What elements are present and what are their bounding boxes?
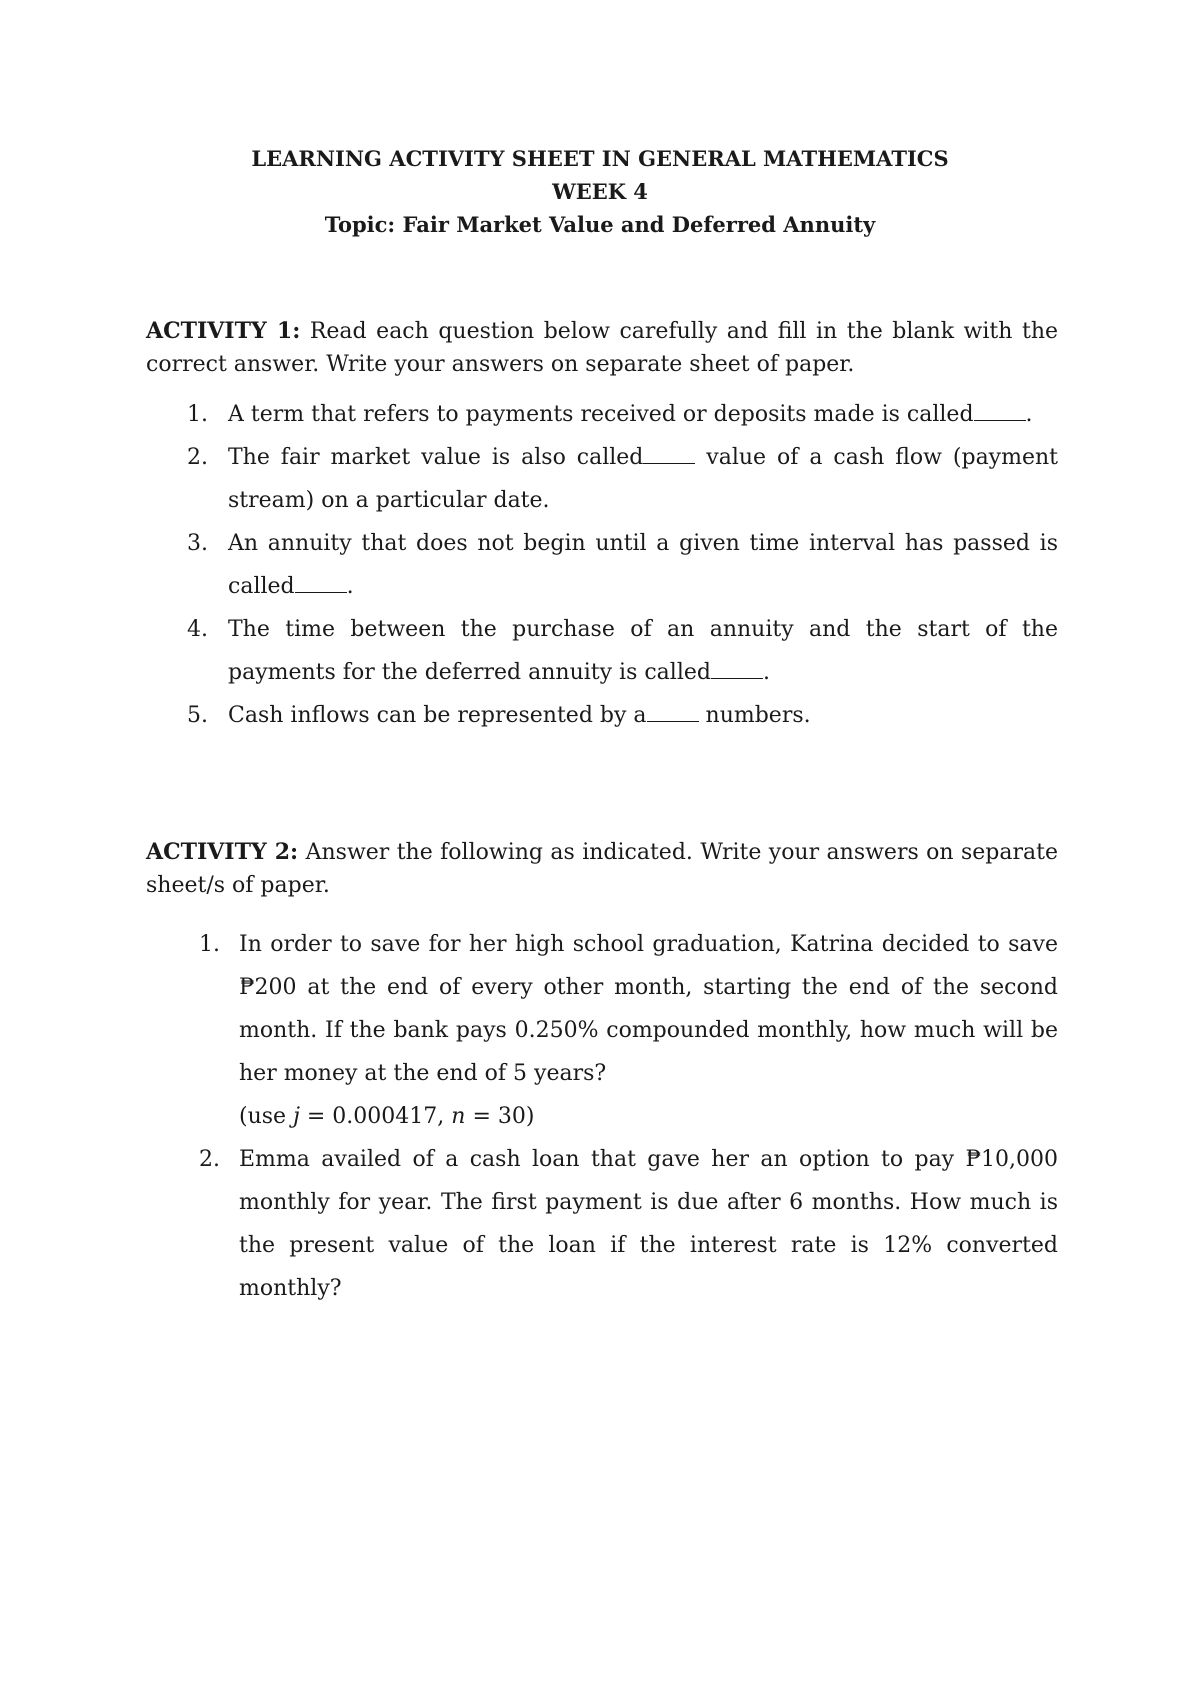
question-number: 1. (187, 402, 208, 427)
answer-blank (974, 402, 1026, 421)
question-item (146, 522, 1058, 608)
question-number: 4. (187, 617, 208, 642)
variable-n: n (451, 1104, 466, 1129)
question-text-end: . (1025, 402, 1033, 427)
problem-number: 2. (199, 1147, 220, 1172)
question-item (146, 608, 1058, 694)
activity-1-label: ACTIVITY 1: (146, 318, 301, 344)
activity-2-problem-list (146, 923, 1058, 1310)
activity-2-instruction (146, 836, 1058, 902)
question-number: 2. (187, 445, 208, 470)
question-item (146, 436, 1058, 522)
sheet-title: LEARNING ACTIVITY SHEET IN GENERAL MATHEMATICS (251, 146, 949, 171)
activity-1-instruction-text: Read each question below carefully and fill in the blank with the correct answer. Write your answers on separate sheet of paper. (146, 319, 1059, 377)
problem-item (146, 923, 1058, 1138)
question-text-end: . (762, 660, 770, 685)
activity-1-instruction (146, 315, 1058, 381)
question-text: Cash inflows can be represented by a (228, 703, 647, 728)
problem-item (146, 1138, 1058, 1310)
problem-hint: (use j = 0.000417, n = 30) (239, 1104, 535, 1129)
answer-blank (295, 574, 347, 593)
question-text: The fair market value is also called (228, 445, 644, 470)
question-text-end: numbers. (698, 703, 811, 728)
activity-1-section (146, 315, 1058, 737)
question-text: A term that refers to payments received or deposits made is called (228, 402, 974, 427)
question-text-end: . (346, 574, 354, 599)
activity-2-section (146, 836, 1058, 1310)
answer-blank (643, 445, 695, 464)
variable-j: j (293, 1104, 300, 1129)
activity-1-question-list (146, 393, 1058, 737)
activity-2-label: ACTIVITY 2: (146, 839, 299, 865)
topic-label: Topic: Fair Market Value and Deferred Annuity (324, 212, 876, 237)
question-text: An annuity that does not begin until a given time interval has passed is called (228, 531, 1058, 599)
answer-blank (711, 660, 763, 679)
question-number: 5. (187, 703, 208, 728)
activity-2-instruction-text: Answer the following as indicated. Write your answers on separate sheet/s of paper. (146, 840, 1058, 898)
problem-number: 1. (199, 932, 220, 957)
week-label: WEEK 4 (552, 179, 648, 204)
question-text-end: value of a cash flow (payment stream) on a particular date. (228, 445, 1059, 513)
worksheet-header (0, 142, 1200, 241)
question-text: The time between the purchase of an annuity and the start of the payments for the deferred annuity is called (228, 617, 1058, 685)
problem-text: Emma availed of a cash loan that gave her an option to pay ₱10,000 monthly for year. The first payment is due after 6 months. How much is the present value of the loan if the interest rate is 12% converted monthly? (239, 1147, 1058, 1301)
problem-text: In order to save for her high school graduation, Katrina decided to save ₱200 at the end of every other month, starting the end of the second month. If the bank pays 0.250% compounded monthly, how much will be her money at the end of 5 years? (239, 932, 1058, 1086)
answer-blank (647, 703, 699, 722)
question-number: 3. (187, 531, 208, 556)
question-item (146, 694, 1058, 737)
question-item (146, 393, 1058, 436)
